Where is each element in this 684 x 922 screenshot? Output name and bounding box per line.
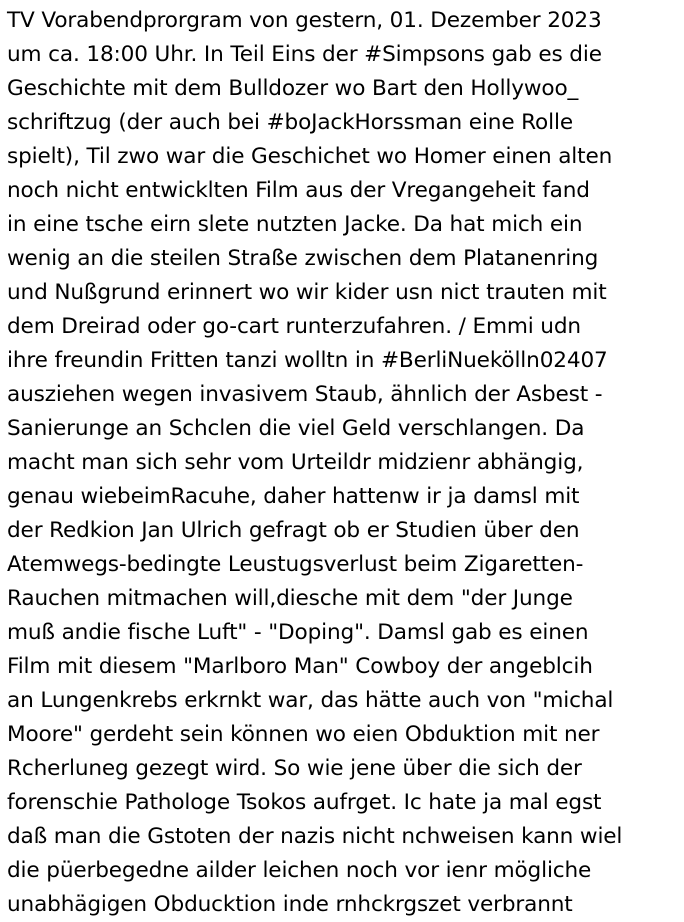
text-line-27: unabhägigen Obducktion inde rnhckrgszet verbrannt [7,892,573,917]
text-line-16: der Redkion Jan Ulrich gefragt ob er Studien über den [7,518,580,543]
text-line-8: wenig an die steilen Straße zwischen dem Platanenring [7,246,599,271]
text-line-9: und Nußgrund erinnert wo wir kider usn nict trauten mit [7,280,607,305]
text-line-15: genau wiebeimRacuhe, daher hattenw ir ja damsl mit [7,484,580,509]
text-line-7: in eine tsche eirn slete nutzten Jacke. Da hat mich ein [7,212,583,237]
text-line-24: forenschie Pathologe Tsokos aufrget. Ic hate ja mal egst [7,790,602,815]
text-line-20: Film mit diesem "Marlboro Man" Cowboy der angeblcih [7,654,593,679]
text-line-19: muß andie fische Luft" - "Doping". Damsl gab es einen [7,620,589,645]
text-line-1: TV Vorabendprorgram von gestern, 01. Dezember 2023 [7,8,602,33]
text-line-13: Sanierunge an Schclen die viel Geld verschlangen. Da [7,416,585,441]
document-text [7,4,683,922]
text-line-11: ihre freundin Fritten tanzi wolltn in #BerliNuekölln02407 [7,348,608,373]
text-line-25: daß man die Gstoten der nazis nicht nchweisen kann wiel [7,824,623,849]
text-line-18: Rauchen mitmachen will,diesche mit dem "der Junge [7,586,573,611]
text-line-2: um ca. 18:00 Uhr. In Teil Eins der #Simpsons gab es die [7,42,602,67]
text-line-14: macht man sich sehr vom Urteildr midzienr abhängig, [7,450,584,475]
text-line-6: noch nicht entwicklten Film aus der Vregangeheit fand [7,178,590,203]
text-line-23: Rcherluneg gezegt wird. So wie jene über die sich der [7,756,582,781]
text-line-12: ausziehen wegen invasivem Staub, ähnlich der Asbest - [7,382,603,407]
text-line-3: Geschichte mit dem Bulldozer wo Bart den Hollywoo_ [7,76,579,101]
text-line-4: schriftzug (der auch bei #boJackHorssman eine Rolle [7,110,573,135]
text-line-5: spielt), Til zwo war die Geschichet wo Homer einen alten [7,144,613,169]
text-line-22: Moore" gerdeht sein können wo eien Obduktion mit ner [7,722,600,747]
text-line-26: die püerbegedne ailder leichen noch vor ienr mögliche [7,858,592,883]
text-line-21: an Lungenkrebs erkrnkt war, das hätte auch von "michal [7,688,614,713]
text-line-10: dem Dreirad oder go-cart runterzufahren. / Emmi udn [7,314,581,339]
text-line-17: Atemwegs-bedingte Leustugsverlust beim Zigaretten- [7,552,584,577]
